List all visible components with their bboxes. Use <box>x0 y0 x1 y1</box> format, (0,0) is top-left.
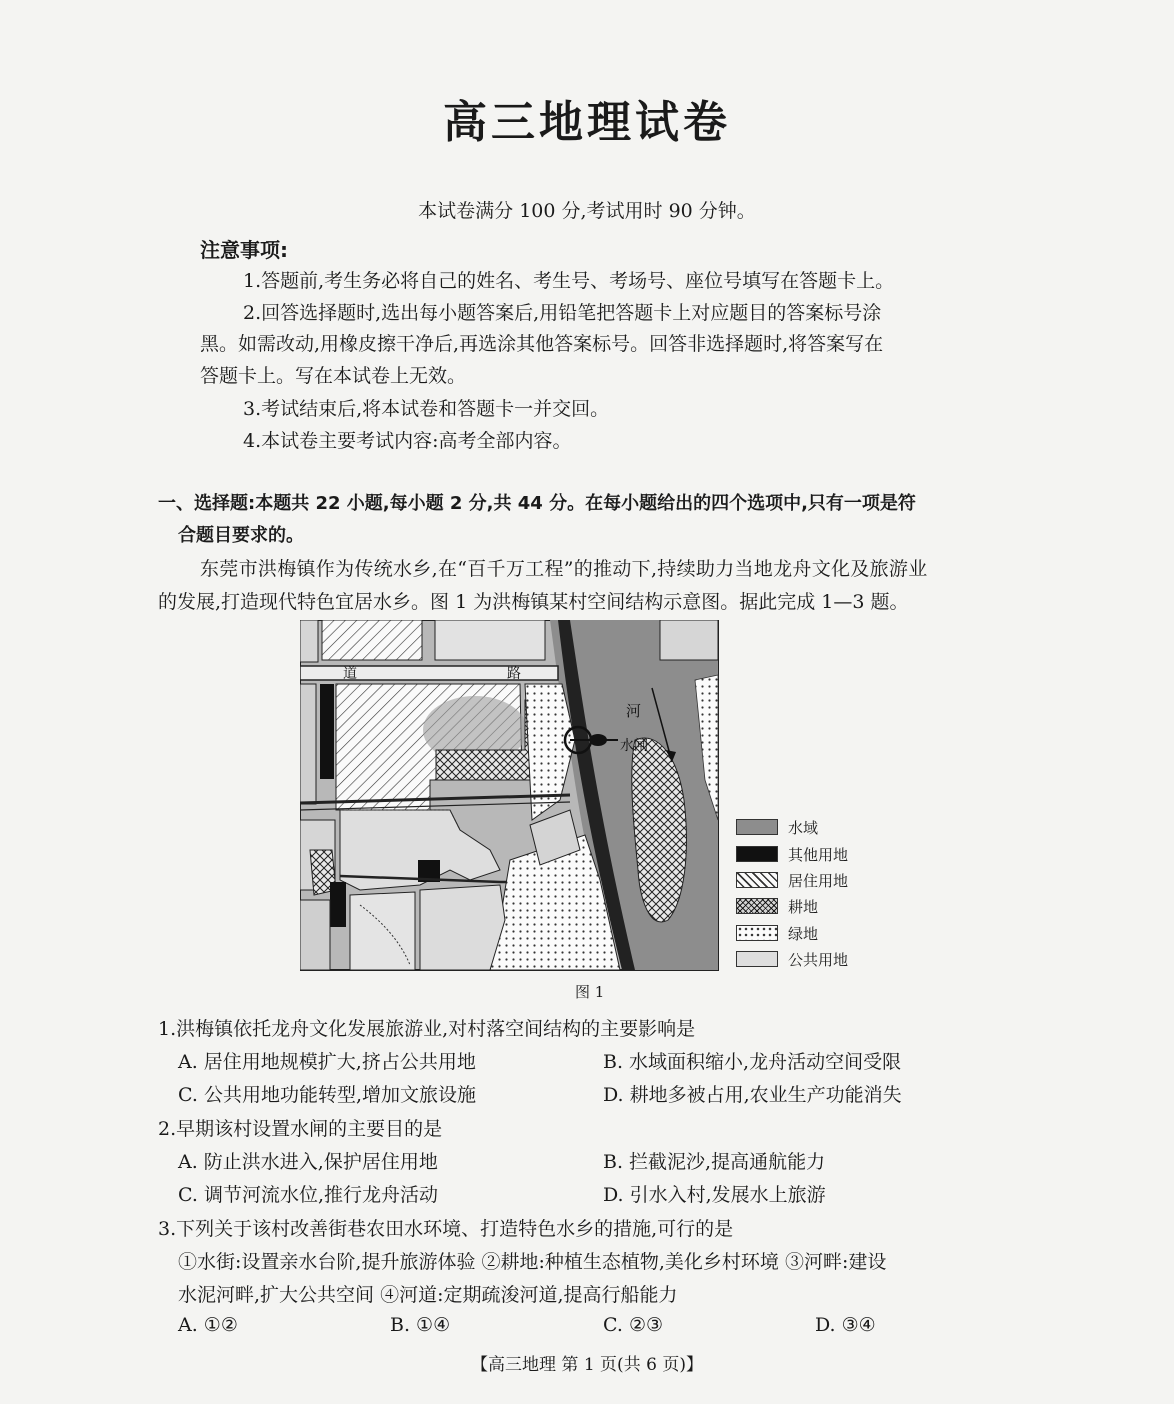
page-title: 高三地理试卷 <box>443 97 731 148</box>
q1-option-c: C. 公共用地功能转型,增加文旅设施 <box>178 1084 476 1106</box>
notice-line-3: 3.考试结束后,将本试卷和答题卡一并交回。 <box>243 398 610 420</box>
map-road-label-2: 路 <box>507 666 521 682</box>
q1-option-a: A. 居住用地规模扩大,挤占公共用地 <box>178 1051 476 1073</box>
q2-option-c: C. 调节河流水位,推行龙舟活动 <box>178 1184 438 1206</box>
q2-option-b: B. 拦截泥沙,提高通航能力 <box>603 1151 826 1173</box>
q3-statements-line-1: ①水街:设置亲水台阶,提升旅游体验 ②耕地:种植生态植物,美化乡村环境 ③河畔:建设 <box>178 1251 887 1273</box>
q2-option-d: D. 引水入村,发展水上旅游 <box>603 1184 826 1206</box>
legend-green: 绿地 <box>736 923 818 943</box>
q3-option-b: B. ①④ <box>390 1314 451 1336</box>
q2-stem: 2.早期该村设置水闸的主要目的是 <box>158 1118 443 1140</box>
notice-heading: 注意事项: <box>200 238 288 262</box>
q1-stem: 1.洪梅镇依托龙舟文化发展旅游业,对村落空间结构的主要影响是 <box>158 1018 696 1040</box>
section-heading-line-1: 一、选择题:本题共 22 小题,每小题 2 分,共 44 分。在每小题给出的四个选项中,只有一项是符 <box>158 493 916 514</box>
q1-option-d: D. 耕地多被占用,农业生产功能消失 <box>603 1084 902 1106</box>
legend-farmland: 耕地 <box>736 896 818 916</box>
q1-option-b: B. 水域面积缩小,龙舟活动空间受限 <box>603 1051 902 1073</box>
map-road-label-1: 道 <box>343 666 357 682</box>
page-footer: 【高三地理 第 1 页(共 6 页)】 <box>471 1355 703 1375</box>
q2-option-a: A. 防止洪水进入,保护居住用地 <box>178 1151 438 1173</box>
q3-option-d: D. ③④ <box>815 1314 876 1336</box>
map-gate-label: 水闸 <box>620 738 648 754</box>
q3-stem: 3.下列关于该村改善街巷农田水环境、打造特色水乡的措施,可行的是 <box>158 1218 734 1240</box>
notice-line-2b: 黑。如需改动,用橡皮擦干净后,再选涂其他答案标号。回答非选择题时,将答案写在 <box>200 333 884 355</box>
q3-option-a: A. ①② <box>178 1314 238 1336</box>
other-land-strip <box>320 684 334 779</box>
q3-statements-line-2: 水泥河畔,扩大公共空间 ④河道:定期疏浚河道,提高行船能力 <box>178 1284 678 1306</box>
passage-line-1: 东莞市洪梅镇作为传统水乡,在“百千万工程”的推动下,持续助力当地龙舟文化及旅游业 <box>200 558 928 580</box>
passage-line-2: 的发展,打造现代特色宜居水乡。图 1 为洪梅镇某村空间结构示意图。据此完成 1—3 题。 <box>158 591 909 613</box>
figure-caption: 图 1 <box>575 983 605 1001</box>
legend-water: 水域 <box>736 817 818 837</box>
notice-line-2a: 2.回答选择题时,选出每小题答案后,用铅笔把答题卡上对应题目的答案标号涂 <box>243 302 882 324</box>
notice-line-4: 4.本试卷主要考试内容:高考全部内容。 <box>243 430 572 452</box>
legend-public: 公共用地 <box>736 949 848 969</box>
section-heading-line-2: 合题目要求的。 <box>178 525 304 546</box>
legend-residential: 居住用地 <box>736 870 848 890</box>
notice-line-2c: 答题卡上。写在本试卷上无效。 <box>200 365 467 387</box>
notice-line-1: 1.答题前,考生务必将自己的姓名、考生号、考场号、座位号填写在答题卡上。 <box>243 270 895 292</box>
village-map <box>300 620 720 972</box>
map-river-label: 河 <box>626 702 642 720</box>
q3-option-c: C. ②③ <box>603 1314 664 1336</box>
exam-info: 本试卷满分 100 分,考试用时 90 分钟。 <box>418 200 756 222</box>
legend-other-land: 其他用地 <box>736 844 848 864</box>
